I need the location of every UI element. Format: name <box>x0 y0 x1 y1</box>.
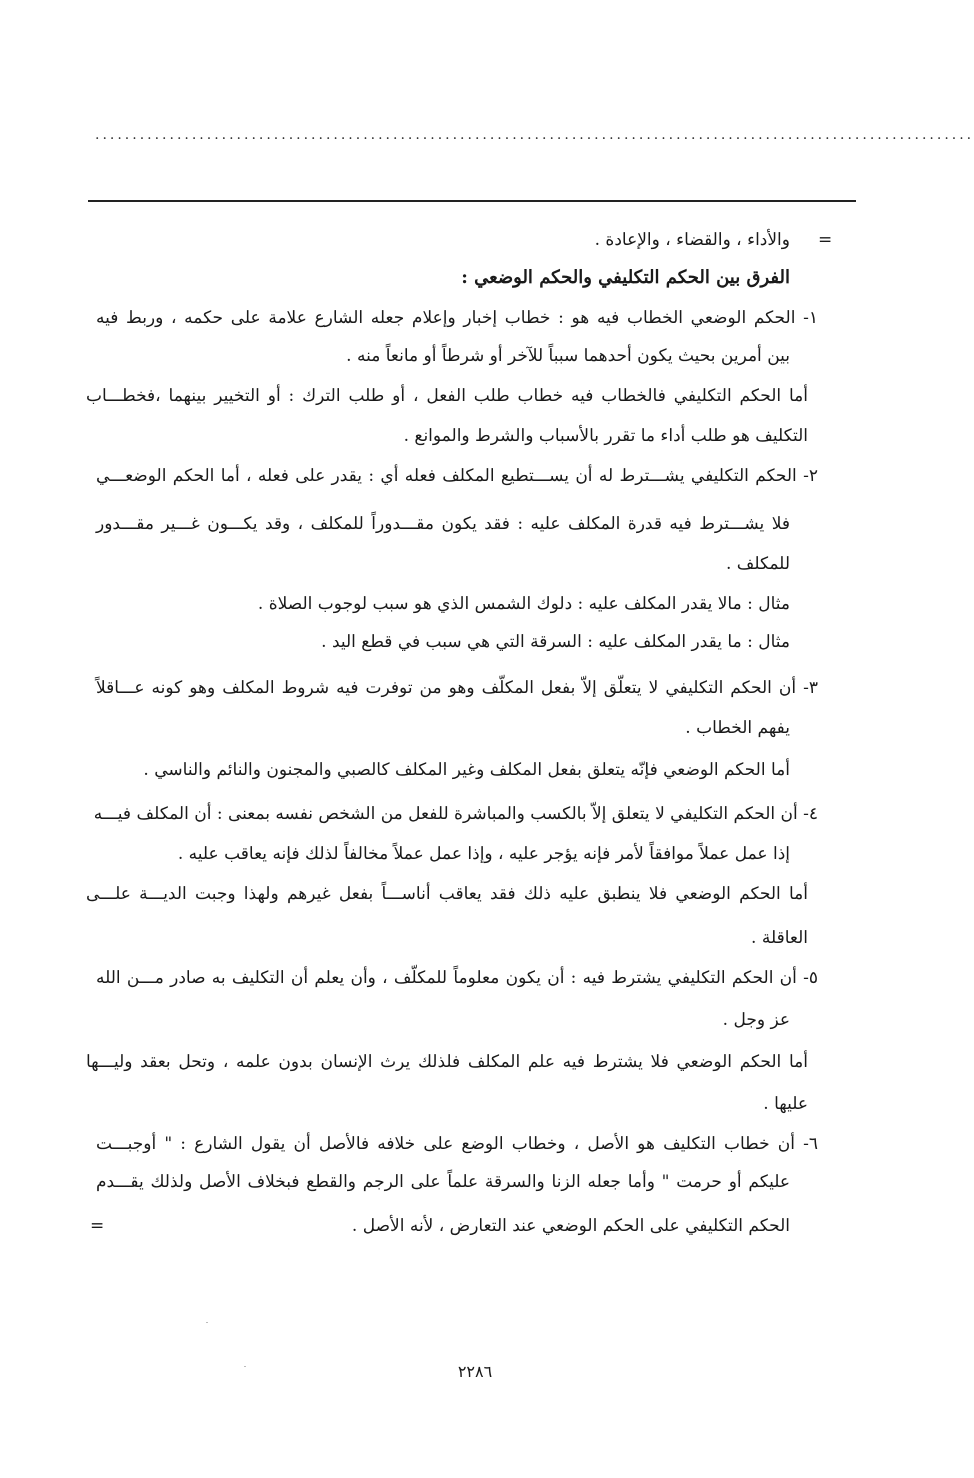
text-line: الحكم التكليفي على الحكم الوضعي عند التعارض ، لأنه الأصل . <box>351 1216 790 1236</box>
text-line: ٣- أن الحكم التكليفي لا يتعلّق إلاّ بفعل المكلّف وهو من توفرت فيه شروط المكلف وهو كونه عـــاقلاً <box>96 678 818 698</box>
continuation-marker-bottom: = <box>90 1216 105 1236</box>
text-line: أما الحكم التكليفي فالخطاب فيه خطاب طلب الفعل ، أو طلب الترك : أو التخيير بينهما ،فخطـــاب <box>86 386 808 406</box>
text-line: بين أمرين بحيث يكون أحدهما سبباً للآخر أو شرطاً أو مانعاً منه . <box>346 346 790 366</box>
text-line: فلا يشـــترط فيه قدرة المكلف عليه : فقد يكون مقـــدوراً للمكلف ، وقد يكـــون غـــير مقـــدور <box>96 514 790 534</box>
header-rule <box>88 200 856 202</box>
text-line: ٤- أن الحكم التكليفي لا يتعلق إلاّ بالكسب والمباشرة للفعل من الشخص نفسه بمعنى : أن المكلف فيـــه <box>93 804 818 824</box>
text-line: ٦- أن خطاب التكليف هو الأصل ، وخطاب الوضع على خلافه فالأصل أن يقول الشارع : " أوجبـــت <box>96 1134 818 1154</box>
text-line: التكليف هو طلب أداء ما تقرر بالأسباب والشرط والموانع . <box>403 426 808 446</box>
continuation-marker-top: = <box>818 230 833 250</box>
text-line: عز وجل . <box>722 1010 790 1030</box>
text-line: أما الحكم الوضعي فإنّه يتعلق بفعل المكلف وغير المكلف كالصبي والمجنون والنائم والناسي . <box>143 760 790 780</box>
text-line: والأداء ، والقضاء ، والإعادة . <box>594 230 790 250</box>
text-line: يفهم الخطاب . <box>685 718 790 738</box>
page-number: ٢٢٨٦ <box>457 1362 493 1381</box>
text-line: أما الحكم الوضعي فلا ينطبق عليه ذلك فقد يعاقب أناســـاً بفعل غيرهم ولهذا وجبت الديـــة علـــى <box>86 884 808 904</box>
example-line: مثال : مالا يقدر المكلف عليه : دلوك الشمس الذي هو سبب لوجوب الصلاة . <box>257 594 790 614</box>
scan-speck <box>206 1322 208 1323</box>
text-line: العاقلة . <box>751 928 808 948</box>
text-line: ٢- الحكم التكليفي يشـــترط له أن يســـتطيع المكلف فعله أي : يقدر على فعله ، أما الحكم الوضعـــي <box>96 466 818 486</box>
section-heading: الفرق بين الحكم التكليفي والحكم الوضعي : <box>461 267 790 288</box>
text-line: ١- الحكم الوضعي الخطاب فيه هو : خطاب إخبار وإعلام جعله الشارع علامة على حكمه ، وربط فيه <box>96 308 818 328</box>
text-line: أما الحكم الوضعي فلا يشترط فيه علم المكلف فلذلك يرث الإنسان بدون علمه ، وتحل بعقد وليـــها <box>86 1052 808 1072</box>
text-line: عليها . <box>763 1094 808 1114</box>
text-line: ٥- أن الحكم التكليفي يشترط فيه : أن يكون معلوماً للمكلّف ، وأن يعلم أن التكليف به صادر مـــن الله <box>96 968 818 988</box>
example-line: مثال : ما يقدر المكلف عليه : السرقة التي هي سبب في قطع اليد . <box>321 632 790 652</box>
header-dotted-line: ...................................................................................................................... <box>95 127 974 143</box>
text-line: إذا عمل عملاً موافقاً لأمر فإنه يؤجر عليه ، وإذا عمل عملاً مخالفاً لذلك فإنه يعاقب عليه . <box>177 844 790 864</box>
text-line: للمكلف . <box>725 554 790 574</box>
text-line: عليكم أو حرمت " وأما جعله الزنا والسرقة علماً على الرجم والقطع فبخلاف الأصل ولذلك يقـــدم <box>96 1172 790 1192</box>
